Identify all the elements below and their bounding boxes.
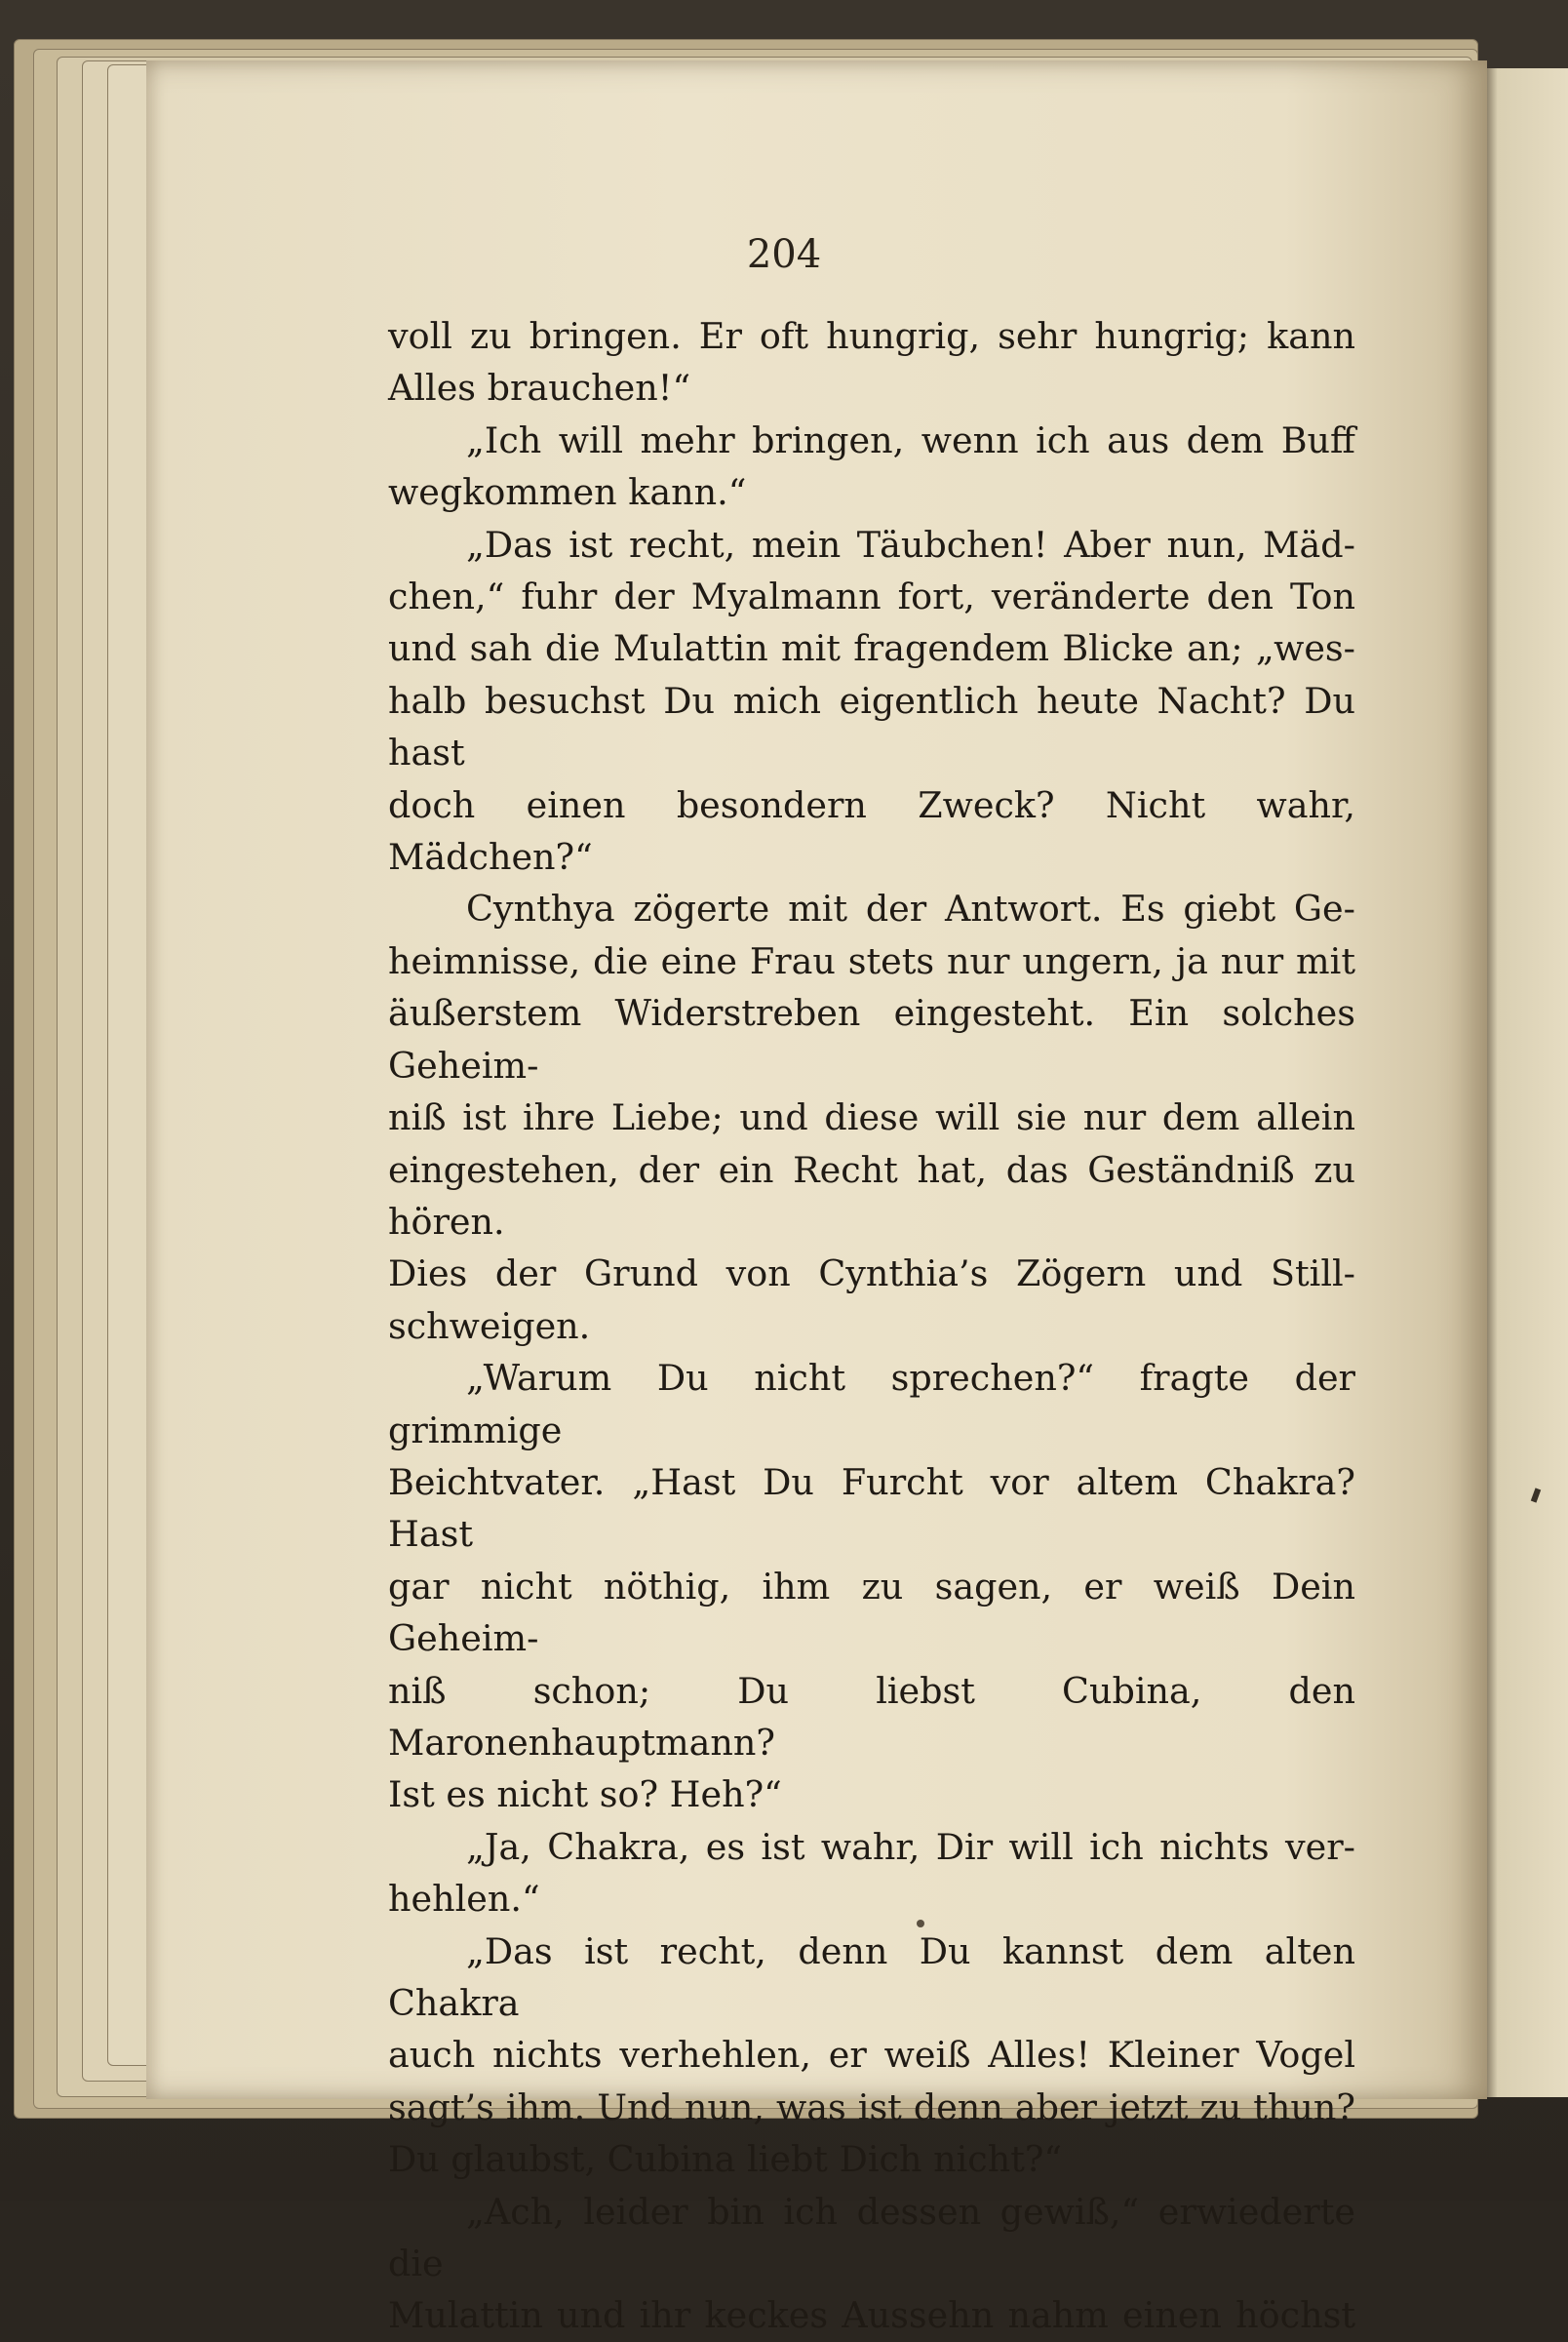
text-line: eingestehen, der ein Recht hat, das Geständniß zu hören. [388, 1148, 1355, 1243]
text-line: heimnisse, die eine Frau stets nur ungern, ja nur mit [388, 939, 1355, 982]
text-line: „Ach, leider bin ich dessen gewiß,“ erwiederte die [388, 2190, 1355, 2285]
paragraph [388, 1821, 1355, 1925]
paragraph [388, 883, 1355, 1352]
paragraph [388, 1352, 1355, 1821]
text-line: Alles brauchen!“ [388, 367, 691, 410]
text-line: „Warum Du nicht sprechen?“ fragte der grimmige [388, 1357, 1355, 1451]
text-line: Cynthya zögerte mit der Antwort. Es giebt Ge- [466, 888, 1355, 931]
paragraph [388, 310, 1355, 415]
text-line: Ist es nicht so? Heh?“ [388, 1773, 782, 1816]
text-line: äußerstem Widerstreben eingesteht. Ein solches Geheim- [388, 992, 1355, 1087]
text-line: chen,“ fuhr der Myalmann fort, veränderte den Ton [388, 576, 1355, 618]
text-line: „Das ist recht, denn Du kannst dem alten Chakra [388, 1929, 1355, 2024]
text-line: Mulattin und ihr keckes Aussehn nahm einen höchst [388, 2294, 1355, 2337]
text-line: niß schon; Du liebst Cubina, den Maronenhauptmann? [388, 1669, 1355, 1764]
text-line: halb besuchst Du mich eigentlich heute Nacht? Du hast [388, 679, 1355, 774]
text-line: wegkommen kann.“ [388, 471, 747, 514]
text-line: hehlen.“ [388, 1878, 540, 1921]
text-line: sagt’s ihm. Und nun, was ist denn aber jetzt zu thun? [388, 2085, 1355, 2128]
text-line: und sah die Mulattin mit fragendem Blicke an; „wes- [388, 627, 1355, 670]
text-line: doch einen besondern Zweck? Nicht wahr, Mädchen?“ [388, 783, 1355, 879]
ink-speck [917, 1920, 924, 1927]
body-text [388, 310, 1355, 2342]
text-line: Beichtvater. „Hast Du Furcht vor altem Chakra? Hast [388, 1460, 1355, 1556]
paragraph [388, 1925, 1355, 2186]
paragraph [388, 519, 1355, 884]
paragraph [388, 2186, 1355, 2342]
text-line: „Das ist recht, mein Täubchen! Aber nun, Mäd- [466, 523, 1355, 566]
text-line: schweigen. [388, 1304, 591, 1347]
facing-page [1482, 68, 1568, 2097]
text-line: niß ist ihre Liebe; und diese will sie nur dem allein [388, 1096, 1355, 1139]
paragraph [388, 415, 1355, 519]
text-line: Dies der Grund von Cynthia’s Zögern und Still- [388, 1252, 1355, 1295]
text-line: gar nicht nöthig, ihm zu sagen, er weiß Dein Geheim- [388, 1565, 1355, 1660]
text-line: „Ich will mehr bringen, wenn ich aus dem Buff [466, 418, 1355, 461]
page-number: 204 [746, 232, 822, 277]
text-line: auch nichts verhehlen, er weiß Alles! Kleiner Vogel [388, 2034, 1355, 2077]
text-line: Du glaubst, Cubina liebt Dich nicht?“ [388, 2138, 1063, 2181]
text-line: voll zu bringen. Er oft hungrig, sehr hungrig; kann [388, 315, 1355, 357]
text-line: „Ja, Chakra, es ist wahr, Dir will ich nichts ver- [466, 1825, 1355, 1868]
